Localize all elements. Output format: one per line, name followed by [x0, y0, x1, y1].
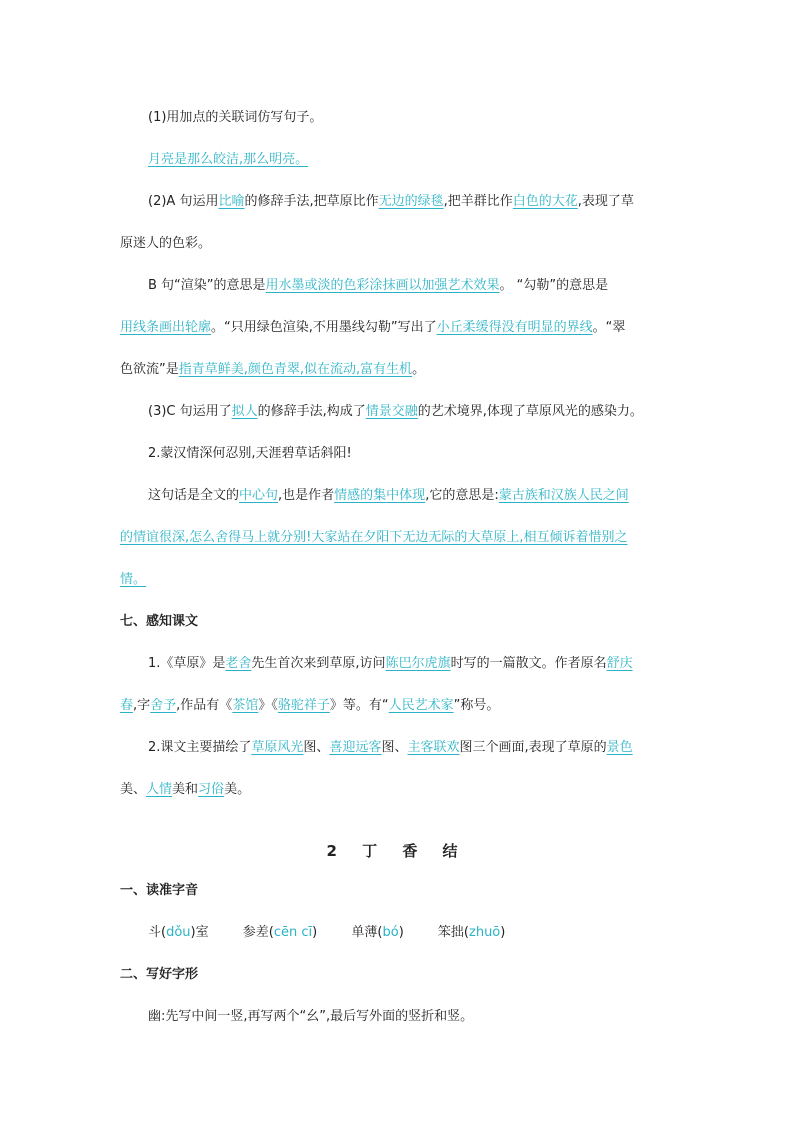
answer-text: 主客联欢 — [407, 740, 460, 755]
answer-text: 情感的集中体现 — [334, 488, 426, 503]
answer-text: 舒庆 — [606, 656, 633, 671]
question-3: (3)C 句运用了拟人的修辞手法,构成了情景交融的艺术境界,体现了草原风光的感染力。 — [148, 404, 643, 419]
answer-text: 老舍 — [225, 656, 252, 671]
pinyin-item: 单薄(bó) — [351, 925, 404, 940]
pinyin-item: 斗(dǒu)室 — [148, 925, 209, 940]
answer-text: 春 — [120, 698, 134, 713]
answer-text: 白色的大花 — [512, 194, 578, 209]
answer-text: 骆驼祥子 — [277, 698, 330, 713]
paragraph-b-line-1: B 句“渲染”的意思是用水墨或淡的色彩涂抹画以加强艺术效果。 “勾勒”的意思是 — [148, 278, 609, 293]
answer-text: 比喻 — [218, 194, 245, 209]
answer-text: 情景交融 — [365, 404, 418, 419]
item-2b-line-1: 2.课文主要描绘了草原风光图、喜迎远客图、主客联欢图三个画面,表现了草原的景色 — [148, 740, 633, 755]
answer-text: 茶馆 — [232, 698, 259, 713]
question-1-prompt: (1)用加点的关联词仿写句子。 — [148, 110, 323, 125]
question-1-answer — [148, 151, 308, 169]
answer-text: 中心句 — [239, 488, 279, 503]
answer-text: 景色 — [606, 740, 633, 755]
answer-text: 舍予 — [150, 698, 177, 713]
question-2-line-1: (2)A 句运用比喻的修辞手法,把草原比作无边的绿毯,把羊群比作白色的大花,表现了草 — [148, 194, 634, 209]
answer-text: 的情谊很深,怎么舍得马上就分别!大家站在夕阳下无边无际的大草原上,相互倾诉着惜别之 — [120, 530, 628, 545]
paragraph-b-line-2: 用线条画出轮廓。“只用绿色渲染,不用墨线勾勒”写出了小丘柔缓得没有明显的界线。“翠 — [120, 320, 626, 335]
answer-text: 用水墨或淡的色彩涂抹画以加强艺术效果 — [265, 278, 500, 293]
answer-text: 草原风光 — [251, 740, 304, 755]
answer-text: 月亮是那么皎洁,那么明亮。 — [148, 152, 309, 167]
answer-text: 用线条画出轮廓 — [120, 320, 212, 335]
section-2-heading: 二、写好字形 — [120, 967, 199, 982]
answer-text: 人情 — [146, 782, 173, 797]
item-2-explain-line-1: 这句话是全文的中心句,也是作者情感的集中体现,它的意思是:蒙古族和汉族人民之间 — [148, 488, 629, 503]
answer-text: 陈巴尔虎旗 — [385, 656, 451, 671]
question-2-line-2: 原迷人的色彩。 — [120, 236, 212, 251]
section-7-heading: 七、感知课文 — [120, 614, 199, 629]
pinyin-row — [148, 924, 505, 942]
stroke-order-note: 幽:先写中间一竖,再写两个“幺”,最后写外面的竖折和竖。 — [148, 1009, 474, 1024]
paragraph-b-line-3: 色欲流”是指青草鲜美,颜色青翠,似在流动,富有生机。 — [120, 362, 426, 377]
pinyin-item: 参差(cēn cī) — [242, 925, 318, 940]
pinyin-item: 笨拙(zhuō) — [437, 925, 506, 940]
item-2-explain-line-3 — [120, 571, 146, 589]
answer-text: 小丘柔缓得没有明显的界线 — [436, 320, 593, 335]
item-2b-line-2: 美、人情美和习俗美。 — [120, 782, 251, 797]
answer-text: 拟人 — [231, 404, 258, 419]
answer-text: 喜迎远客 — [329, 740, 382, 755]
item-1-line-1: 1.《草原》是老舍先生首次来到草原,访问陈巴尔虎旗时写的一篇散文。作者原名舒庆 — [148, 656, 633, 671]
section-1-heading: 一、读准字音 — [120, 883, 199, 898]
answer-text: 指青草鲜美,颜色青翠,似在流动,富有生机 — [178, 362, 413, 377]
lesson-title: 2 丁 香 结 — [326, 842, 468, 860]
answer-text: 人民艺术家 — [388, 698, 454, 713]
answer-text: 无边的绿毯 — [378, 194, 444, 209]
item-1-line-2: 春,字舍予,作品有《茶馆》《骆驼祥子》等。有“人民艺术家”称号。 — [120, 698, 500, 713]
answer-text: 习俗 — [198, 782, 225, 797]
item-2-quote: 2.蒙汉情深何忍别,天涯碧草话斜阳! — [148, 446, 352, 461]
answer-text: 蒙古族和汉族人民之间 — [498, 488, 629, 503]
answer-text: 情。 — [120, 572, 147, 587]
item-2-explain-line-2 — [120, 529, 627, 547]
